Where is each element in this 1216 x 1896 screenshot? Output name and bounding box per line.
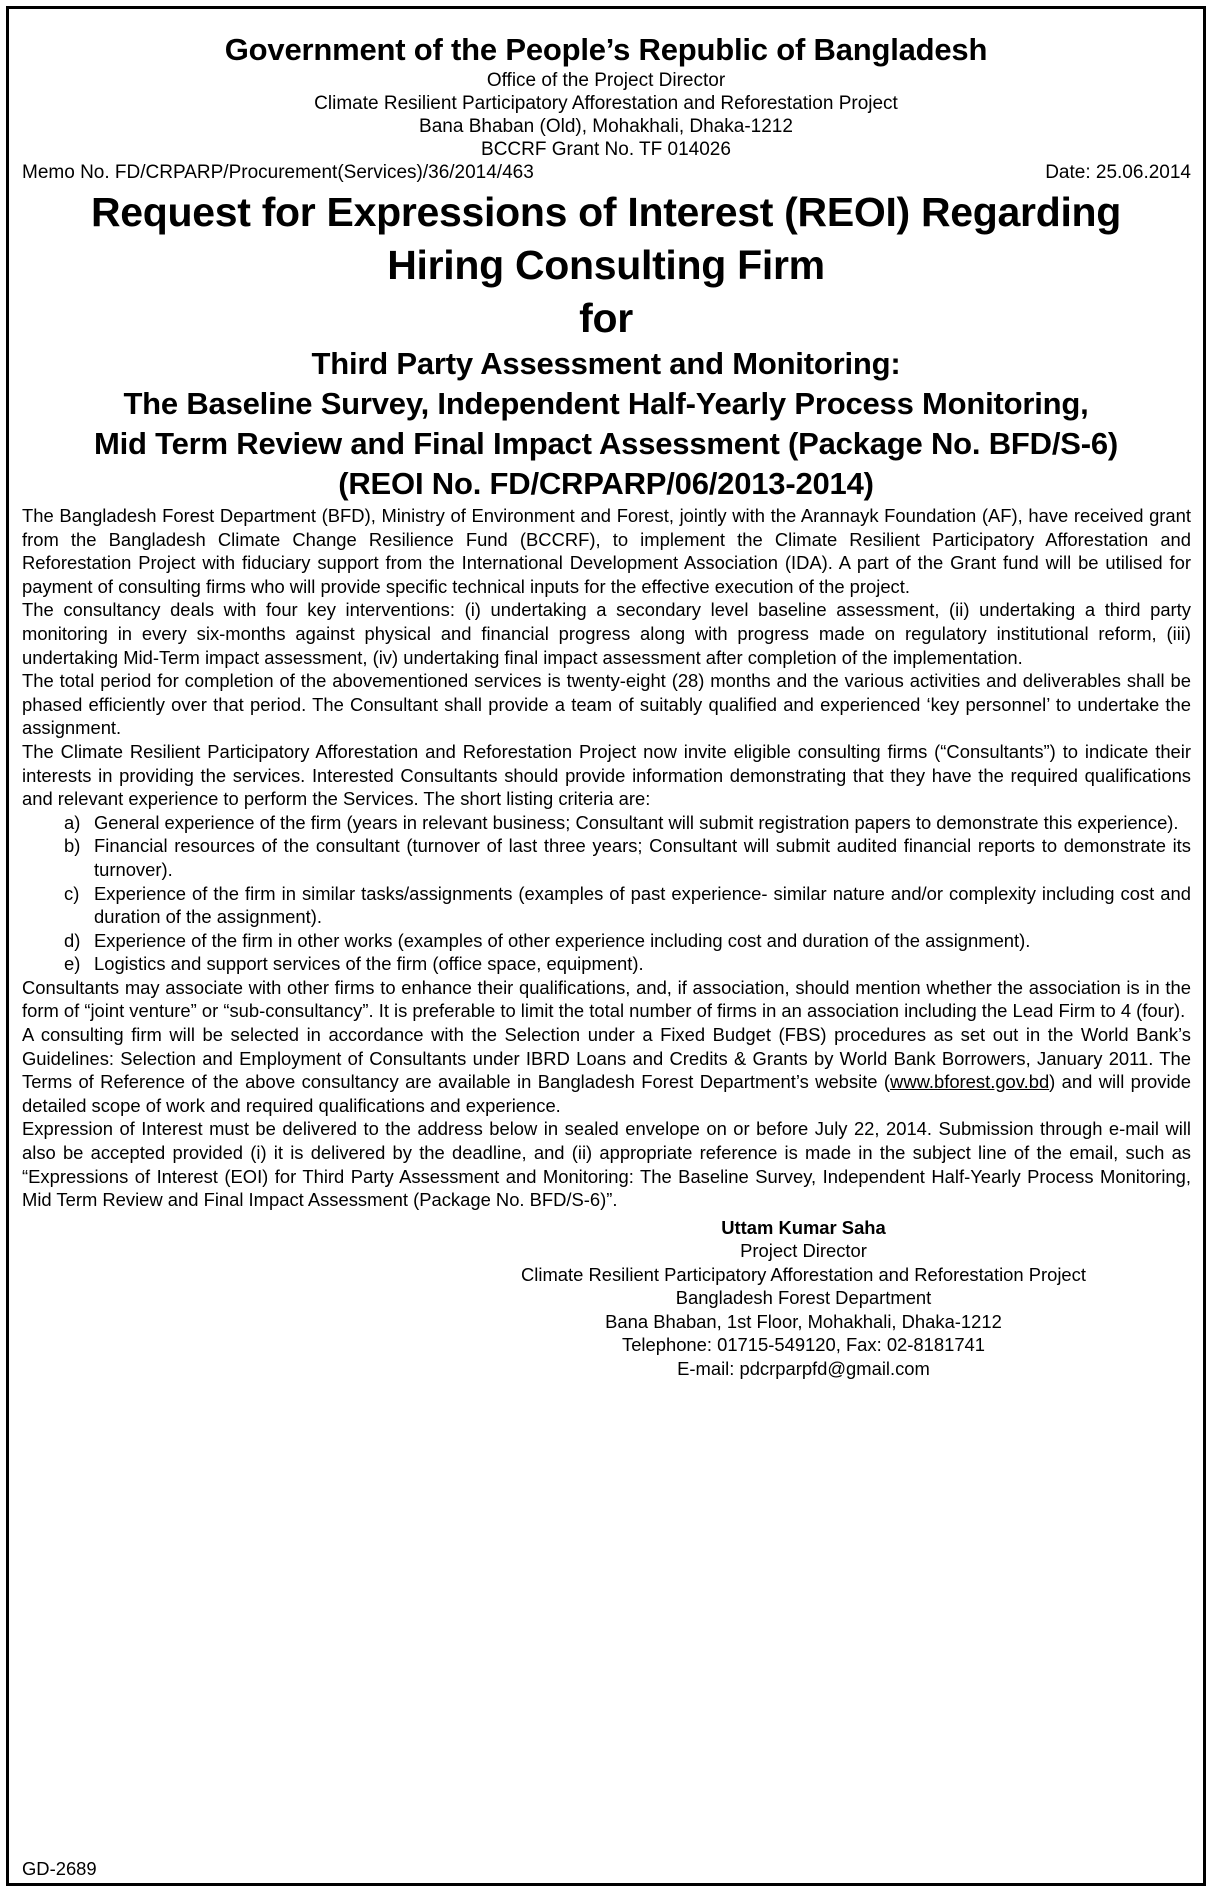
grant-line: BCCRF Grant No. TF 014026 [481,139,731,160]
paragraph-interventions: The consultancy deals with four key interventions: (i) undertaking a secondary level baseline assessment, (ii) undertaking a third party monitoring in every six-months against physical and financial progress along with progress made on regulatory institutional reform, (iii) undertaking Mid-Term impact assessment, (iv) undertaking final impact assessment after completion of the implementation. [22,599,1191,668]
list-item-label: b) [64,835,81,857]
paragraph-period: The total period for completion of the abovementioned services is twenty-eight (28) months and the various activities and deliverables shall be phased efficiently over that period. The Consultant shall provide a team of suitably qualified and experienced ‘key personnel’ to undertake the assignment. [22,670,1191,739]
office-line: Office of the Project Director [486,70,726,91]
signatory-project: Climate Resilient Participatory Afforestation and Reforestation Project [521,1263,1086,1285]
header [9,9,1203,161]
list-item [22,952,1191,976]
organization-title: Government of the People’s Republic of Bangladesh [224,32,988,67]
list-item-label: a) [64,811,81,833]
notice-page [6,6,1206,1886]
subtitle-line-3: Mid Term Review and Final Impact Assessment (Package No. BFD/S-6) [93,426,1119,461]
list-item [22,929,1191,953]
paragraph-invitation: The Climate Resilient Participatory Afforestation and Reforestation Project now invite eligible consulting firms (“Consultants”) to indicate their interests in providing the services. Interested Consultants should provide information demonstrating that they have the required qualifications and relevant experience to perform the Services. The short listing criteria are: [22,740,1191,810]
paragraph-submission: Expression of Interest must be delivered to the address below in sealed envelope on or before July 22, 2014. Submission through e-mail will also be accepted provided (i) it is delivered by the deadline, and (ii) appropriate reference is made in the subject line of the email, such as “Expressions of Interest (EOI) for Third Party Assessment and Monitoring: The Baseline Survey, Independent Half-Yearly Process Monitoring, Mid Term Review and Final Impact Assessment (Package No. BFD/S-6)”. [22,1118,1191,1211]
signatory-department: Bangladesh Forest Department [675,1287,932,1309]
list-item [22,882,1191,929]
signature-block [404,1216,1203,1381]
selection-text-end: ) and will provide detailed scope of work and required qualifications and experience. [22,1071,1191,1116]
signatory-address: Bana Bhaban, 1st Floor, Mohakhali, Dhaka-1212 [605,1310,1002,1332]
subtitle-line-4: (REOI No. FD/CRPARP/06/2013-2014) [338,466,874,501]
list-item-label: c) [64,882,80,904]
selection-text-start: A consulting firm will be selected in accordance with the Selection under a Fixed Budget (FBS) procedures as set out in the World Bank’s Guidelines: Selection and Employment of Consultants under IBRD Loans and Credits & Grants by World Bank Borrowers, January 2011. The Terms of Reference of the above consultancy are available in Bangladesh Forest Department’s website ( [22,1024,1191,1093]
list-item-text: Financial resources of the consultant (turnover of last three years; Consultant will submit audited financial reports to demonstrate its turnover). [94,835,1191,880]
list-item-label: d) [64,929,81,951]
signatory-position: Project Director [740,1240,867,1262]
memo-number: Memo No. FD/CRPARP/Procurement(Services)/36/2014/463 [22,162,534,183]
paragraph-association: Consultants may associate with other firms to enhance their qualifications, and, if association, should mention whether the association is in the form of “joint venture” or “sub-consultancy”. It is preferable to limit the total number of firms in an association including the Lead Firm to 4 (four). [22,976,1191,1022]
title-line-3: for [579,295,633,341]
subtitle-line-2: The Baseline Survey, Independent Half-Yearly Process Monitoring, [123,386,1089,421]
website-link[interactable]: www.bforest.gov.bd [890,1071,1050,1093]
memo-row [9,161,1203,185]
paragraph-background: The Bangladesh Forest Department (BFD), Ministry of Environment and Forest, jointly with the Arannayk Foundation (AF), have received grant from the Bangladesh Climate Change Resilience Fund (BCCRF), to implement the Climate Resilient Participatory Afforestation and Reforestation Project with fiduciary support from the International Development Association (IDA). A part of the Grant fund will be utilised for payment of consulting firms who will provide specific technical inputs for the effective execution of the project. [22,505,1191,597]
list-item-text: Experience of the firm in other works (examples of other experience including cost and duration of the assignment). [94,929,1031,951]
paragraph-selection [22,1023,1191,1117]
list-item-text: Experience of the firm in similar tasks/assignments (examples of past experience- similar nature and/or complexity including cost and duration of the assignment). [94,882,1191,928]
title-line-2: Hiring Consulting Firm [387,242,825,288]
list-item-text: Logistics and support services of the firm (office space, equipment). [94,953,644,975]
address-line: Bana Bhaban (Old), Mohakhali, Dhaka-1212 [419,116,793,137]
signatory-name: Uttam Kumar Saha [721,1216,886,1238]
list-item-label: e) [64,953,81,975]
list-item [22,811,1191,835]
memo-date: Date: 25.06.2014 [1045,162,1191,183]
signatory-email: E-mail: pdcrparpfd@gmail.com [677,1357,930,1379]
title-line-1: Request for Expressions of Interest (REOI) Regarding [90,189,1122,235]
subtitle-line-1: Third Party Assessment and Monitoring: [311,346,901,381]
signatory-phone: Telephone: 01715-549120, Fax: 02-8181741 [622,1334,985,1356]
list-item-text: General experience of the firm (years in relevant business; Consultant will submit registration papers to demonstrate this experience). [94,811,1179,833]
list-item [22,834,1191,881]
notice-body [9,504,1203,1212]
project-line: Climate Resilient Participatory Afforestation and Reforestation Project [314,93,898,114]
gd-code: GD-2689 [22,1858,97,1879]
criteria-list [22,811,1191,976]
